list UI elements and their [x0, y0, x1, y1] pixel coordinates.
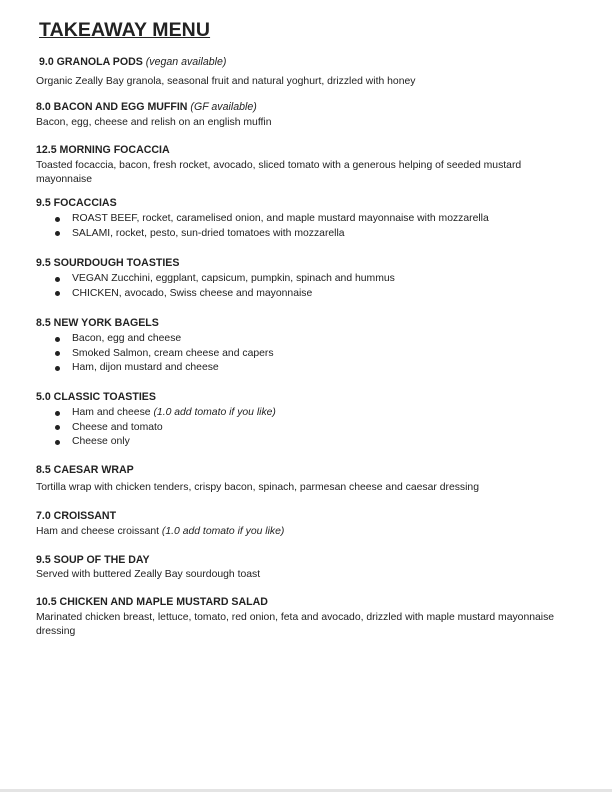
- section-heading: [36, 256, 576, 270]
- description-text: Ham and cheese croissant: [36, 526, 160, 537]
- menu-section: [36, 256, 576, 301]
- bullet-list: [36, 272, 576, 301]
- bullet-item: [55, 361, 576, 376]
- bullet-dot-icon: [55, 217, 60, 222]
- menu-section: [36, 55, 576, 89]
- heading-note: (GF available): [190, 101, 257, 113]
- bullet-text: Ham, dijon mustard and cheese: [72, 362, 219, 373]
- heading-note: (vegan available): [145, 56, 227, 68]
- bullet-item: [55, 212, 576, 227]
- heading-text: 9.5 SOUP OF THE DAY: [36, 554, 150, 566]
- bullet-text: Cheese only: [72, 436, 130, 447]
- section-description: [36, 116, 576, 130]
- section-heading: [36, 55, 576, 69]
- heading-text: 7.0 CROISSANT: [36, 510, 117, 522]
- section-heading: [36, 595, 576, 609]
- section-heading: [36, 143, 576, 157]
- menu-section: [36, 553, 576, 582]
- heading-text: 8.5 NEW YORK BAGELS: [36, 317, 159, 329]
- description-note: (1.0 add tomato if you like): [161, 526, 285, 537]
- description-text: Bacon, egg, cheese and relish on an english muffin: [36, 117, 272, 128]
- bullet-item: [55, 287, 576, 302]
- description-text: Organic Zeally Bay granola, seasonal fruit and natural yoghurt, drizzled with honey: [36, 76, 416, 87]
- bullet-dot-icon: [55, 440, 60, 445]
- heading-text: 9.0 GRANOLA PODS: [39, 56, 143, 68]
- menu-section: [36, 595, 576, 639]
- bullet-note: (1.0 add tomato if you like): [153, 407, 276, 418]
- bullet-dot-icon: [55, 425, 60, 430]
- section-heading: [36, 553, 576, 567]
- menu-section: [36, 509, 576, 539]
- bullet-text: Smoked Salmon, cream cheese and capers: [72, 347, 274, 359]
- section-heading: [36, 196, 576, 210]
- heading-text: 9.5 SOURDOUGH TOASTIES: [36, 257, 180, 269]
- heading-text: 5.0 CLASSIC TOASTIES: [36, 391, 156, 403]
- heading-text: 9.5 FOCACCIAS: [36, 197, 117, 209]
- menu-section: [36, 100, 576, 130]
- bullet-text: Bacon, egg and cheese: [72, 333, 182, 344]
- bullet-item: [55, 227, 576, 242]
- section-description: [36, 611, 576, 639]
- section-description: [36, 75, 576, 89]
- section-heading: [36, 509, 576, 523]
- section-heading: [36, 463, 576, 477]
- bullet-dot-icon: [55, 351, 60, 356]
- menu-page: [36, 18, 576, 637]
- description-text: Marinated chicken breast, lettuce, tomato, red onion, feta and avocado, drizzled with maple mustard mayonnaise dressing: [36, 612, 555, 637]
- heading-text: 8.5 CAESAR WRAP: [36, 464, 134, 476]
- section-heading: [36, 390, 576, 404]
- menu-section: [36, 390, 576, 450]
- menu-section: [36, 463, 576, 495]
- bullet-dot-icon: [55, 277, 60, 282]
- description-text: Tortilla wrap with chicken tenders, crispy bacon, spinach, parmesan cheese and caesar dressing: [36, 482, 479, 493]
- bullet-item: [55, 406, 576, 421]
- description-text: Toasted focaccia, bacon, fresh rocket, avocado, sliced tomato with a generous helping of seeded mustard mayonnaise: [36, 160, 522, 185]
- bullet-list: [36, 332, 576, 376]
- description-text: Served with buttered Zeally Bay sourdough toast: [36, 569, 261, 580]
- bullet-item: [55, 421, 576, 436]
- bullet-text: VEGAN Zucchini, eggplant, capsicum, pumpkin, spinach and hummus: [72, 273, 395, 284]
- bullet-item: [55, 272, 576, 287]
- heading-text: 8.0 BACON AND EGG MUFFIN: [36, 101, 188, 113]
- bullet-dot-icon: [55, 411, 60, 416]
- bullet-dot-icon: [55, 337, 60, 342]
- bullet-text: SALAMI, rocket, pesto, sun-dried tomatoes with mozzarella: [72, 227, 345, 239]
- section-description: [36, 481, 576, 495]
- bullet-item: [55, 347, 576, 362]
- heading-text: 10.5 CHICKEN AND MAPLE MUSTARD SALAD: [36, 596, 268, 608]
- bullet-dot-icon: [55, 231, 60, 236]
- section-heading: [36, 316, 576, 330]
- menu-title: TAKEAWAY MENU: [39, 19, 211, 41]
- section-description: [36, 159, 576, 187]
- bullet-text: CHICKEN, avocado, Swiss cheese and mayonnaise: [72, 287, 313, 299]
- menu-section: [36, 143, 576, 187]
- bullet-list: [36, 406, 576, 450]
- section-description: [36, 568, 576, 582]
- section-heading: [36, 100, 576, 114]
- bullet-text: ROAST BEEF, rocket, caramelised onion, and maple mustard mayonnaise with mozzarella: [72, 213, 489, 224]
- bullet-text: Ham and cheese: [72, 407, 151, 418]
- bullet-dot-icon: [55, 291, 60, 296]
- bullet-item: [55, 332, 576, 347]
- heading-text: 12.5 MORNING FOCACCIA: [36, 144, 170, 156]
- bullet-dot-icon: [55, 366, 60, 371]
- section-description: [36, 525, 576, 539]
- menu-section: [36, 316, 576, 376]
- bullet-list: [36, 212, 576, 241]
- bullet-item: [55, 435, 576, 450]
- menu-section: [36, 196, 576, 241]
- bullet-text: Cheese and tomato: [72, 421, 163, 433]
